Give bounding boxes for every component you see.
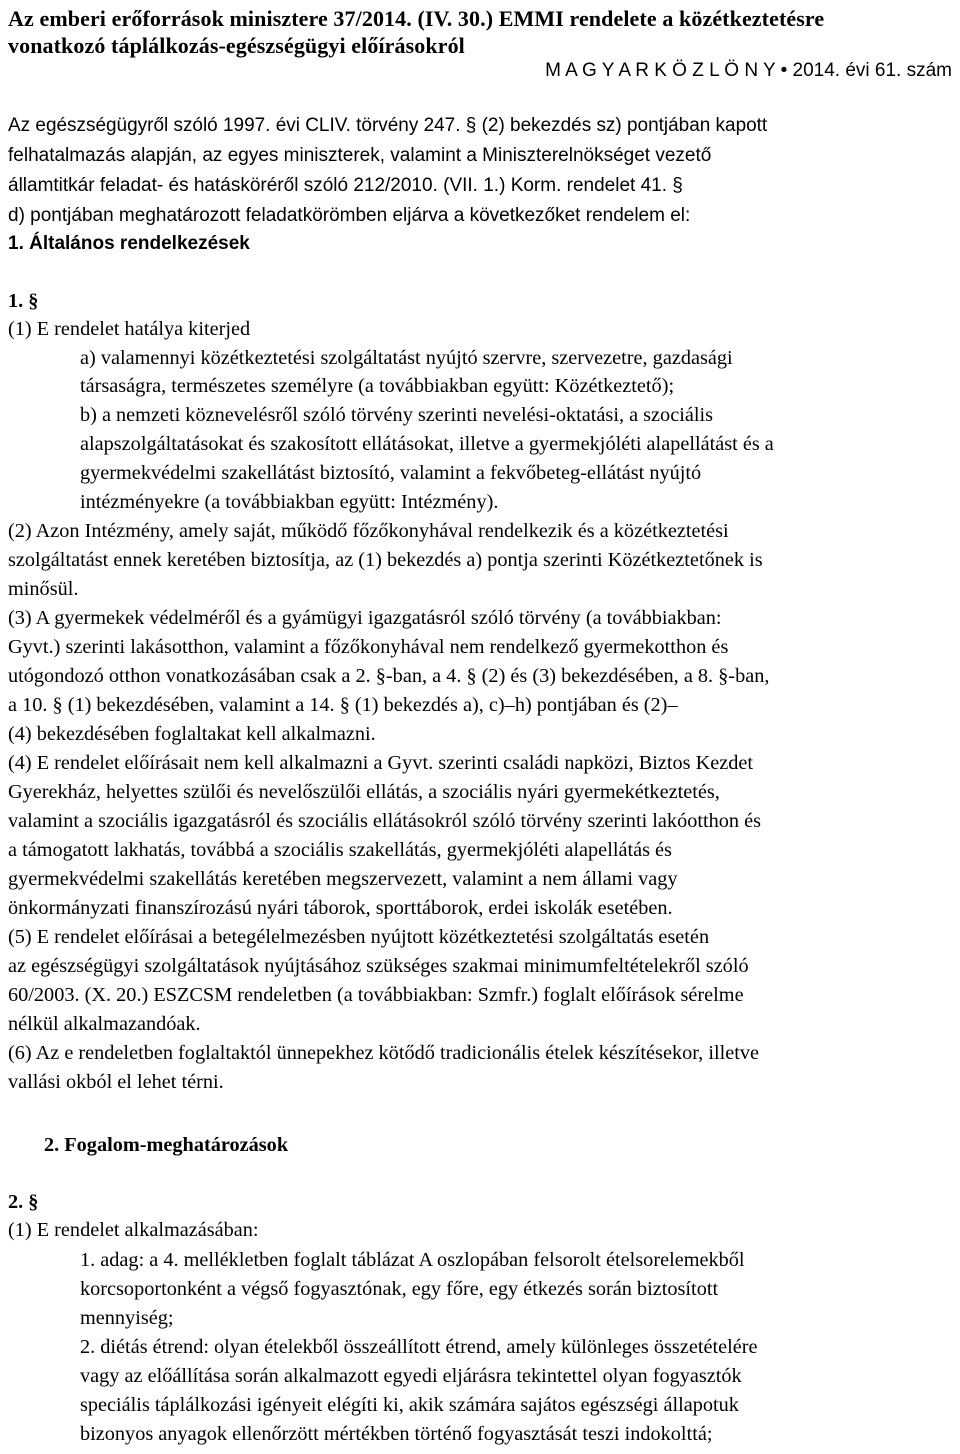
point-b-line: gyermekvédelmi szakellátást biztosító, valamint a fekvőbeteg-ellátást nyújtó — [80, 462, 702, 484]
point-b-line: b) a nemzeti köznevelésről szóló törvény szerinti nevelési-oktatási, a szociális — [80, 404, 713, 426]
definition-line: bizonyos anyagok ellenőrzött mértékben történő fogyasztását teszi indokolttá; — [80, 1423, 713, 1445]
paragraph-1-intro: (1) E rendelet alkalmazásában: — [8, 1219, 259, 1241]
paragraph-4-line: gyermekvédelmi szakellátás keretében megszervezett, valamint a nem állami vagy — [8, 868, 678, 890]
paragraph-4-line: a támogatott lakhatás, továbbá a szociális szakellátás, gyermekjóléti alapellátás és — [8, 839, 672, 861]
paragraph-4-line: önkormányzati finanszírozású nyári táborok, sporttáborok, erdei iskolák esetében. — [8, 897, 673, 919]
paragraph-4-line: valamint a szociális igazgatásról és szociális ellátásokról szóló törvény szerinti lakóotthon és — [8, 810, 762, 832]
gazette-reference: M A G Y A R K Ö Z L Ö N Y • 2014. évi 61. szám — [545, 60, 952, 81]
paragraph-2-line: minősül. — [8, 578, 79, 600]
paragraph-5-line: (5) E rendelet előírásai a betegélelmezésben nyújtott közétkeztetési szolgáltatás esetén — [8, 926, 710, 948]
paragraph-5-line: nélkül alkalmazandóak. — [8, 1013, 201, 1035]
paragraph-2-line: (2) Azon Intézmény, amely saját, működő főzőkonyhával rendelkezik és a közétkeztetési — [8, 520, 729, 542]
section-number: 2. § — [8, 1191, 39, 1213]
document-title-line-2: vonatkozó táplálkozás-egészségügyi előírásokról — [8, 33, 465, 58]
definition-line: korcsoportonként a végső fogyasztónak, egy főre, egy étkezés során biztosított — [80, 1278, 719, 1300]
preamble-line: felhatalmazás alapján, az egyes miniszterek, valamint a Miniszterelnökséget vezető — [8, 145, 712, 166]
preamble-line: d) pontjában meghatározott feladatkörömben eljárva a következőket rendelem el: — [8, 205, 691, 226]
point-a-line: a) valamennyi közétkeztetési szolgáltatást nyújtó szervre, szervezetre, gazdasági — [80, 347, 733, 369]
paragraph-3-line: utógondozó otthon vonatkozásában csak a 2. §-ban, a 4. § (2) és (3) bekezdésében, a 8. §-ban, — [8, 665, 770, 687]
definition-line: mennyiség; — [80, 1307, 174, 1329]
paragraph-5-line: 60/2003. (X. 20.) ESZCSM rendeletben (a továbbiakban: Szmfr.) foglalt előírások sérelme — [8, 984, 744, 1006]
paragraph-6-line: vallási okból el lehet térni. — [8, 1071, 224, 1093]
definition-line: 1. adag: a 4. mellékletben foglalt táblázat A oszlopában felsorolt ételsorelemekből — [80, 1249, 745, 1271]
preamble-line: Az egészségügyről szóló 1997. évi CLIV. törvény 247. § (2) bekezdés sz) pontjában kapott — [8, 115, 768, 136]
paragraph-4-line: (4) E rendelet előírásait nem kell alkalmazni a Gyvt. szerinti családi napközi, Biztos Kezdet — [8, 752, 754, 774]
chapter-heading: 1. Általános rendelkezések — [8, 233, 250, 254]
paragraph-4-line: Gyerekház, helyettes szülői és nevelőszülői ellátás, a szociális nyári gyermekétkeztetés, — [8, 781, 720, 803]
paragraph-3-line: (4) bekezdésében foglaltakat kell alkalmazni. — [8, 723, 376, 745]
paragraph-3-line: (3) A gyermekek védelméről és a gyámügyi igazgatásról szóló törvény (a továbbiakban: — [8, 607, 722, 629]
point-b-line: alapszolgáltatásokat és szakosított ellátásokat, illetve a gyermekjóléti alapellátást és a — [80, 433, 774, 455]
paragraph-5-line: az egészségügyi szolgáltatások nyújtásához szükséges szakmai minimumfeltételekről szóló — [8, 955, 749, 977]
section-number: 1. § — [8, 290, 39, 312]
definition-line: 2. diétás étrend: olyan ételekből összeállított étrend, amely különleges összetételére — [80, 1336, 758, 1358]
document-title-line-1: Az emberi erőforrások minisztere 37/2014. (IV. 30.) EMMI rendelete a közétkeztetésre — [8, 6, 825, 31]
paragraph-2-line: szolgáltatást ennek keretében biztosítja, az (1) bekezdés a) pontja szerinti Közétkeztetőnek is — [8, 549, 763, 571]
paragraph-6-line: (6) Az e rendeletben foglaltaktól ünnepekhez kötődő tradicionális ételek készítésekor, illetve — [8, 1042, 759, 1064]
paragraph-1-intro: (1) E rendelet hatálya kiterjed — [8, 318, 251, 340]
definition-line: speciális táplálkozási igényeit elégíti ki, akik számára sajátos egészségi állapotuk — [80, 1394, 739, 1416]
definition-line: vagy az előállítása során alkalmazott egyedi eljárásra tekintettel olyan fogyasztók — [80, 1365, 742, 1387]
chapter-heading: 2. Fogalom-meghatározások — [44, 1134, 289, 1156]
paragraph-3-line: a 10. § (1) bekezdésében, valamint a 14. § (1) bekezdés a), c)–h) pontjában és (2)– — [8, 694, 678, 716]
point-a-line: társaságra, természetes személyre (a továbbiakban együtt: Közétkeztető); — [80, 375, 675, 397]
point-b-line: intézményekre (a továbbiakban együtt: Intézmény). — [80, 491, 499, 513]
preamble-line: államtitkár feladat- és hatásköréről szóló 212/2010. (VII. 1.) Korm. rendelet 41. § — [8, 175, 683, 196]
paragraph-3-line: Gyvt.) szerinti lakásotthon, valamint a főzőkonyhával nem rendelkező gyermekotthon és — [8, 636, 729, 658]
